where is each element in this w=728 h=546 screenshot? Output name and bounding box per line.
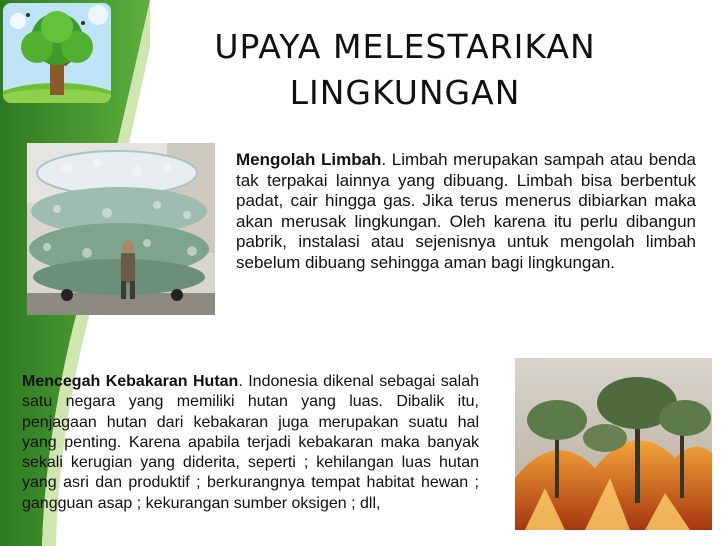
paragraph-mencegah-kebakaran (22, 372, 479, 514)
paragraph-body: . Indonesia dikenal sebagai salah satu negara yang memiliki hutan yang luas. Dibalik itu, penjagaan hutan dari kebakaran juga merupakan suatu hal yang penting. Karena apabila terjadi kebakaran maka banyak sekali kerugian yang diderita, seperti ; kehilangan luas hutan yang asri dan produktif ; berkurangnya tempat habitat hewan ; gangguan asap ; kekurangan sumber oksigen ; dll, (22, 373, 479, 512)
forest-fire-photo (515, 358, 712, 530)
page-title (170, 24, 640, 116)
tree-logo-icon (3, 3, 111, 103)
title-line-2: LINGKUNGAN (289, 73, 521, 112)
paragraph-heading: Mencegah Kebakaran Hutan (22, 373, 239, 390)
bottle-cart-photo (27, 143, 215, 315)
paragraph-heading: Mengolah Limbah (236, 150, 382, 169)
paragraph-body: . Limbah merupakan sampah atau benda tak terpakai lainnya yang dibuang. Limbah bisa berbentuk padat, cair hingga gas. Jika terus menerus dibiarkan maka akan merusak lingkungan. Oleh karena itu perlu dibangun pabrik, instalasi atau sejenisnya untuk mengolah limbah sebelum dibuang sehingga aman bagi lingkungan. (236, 150, 697, 272)
title-line-1: UPAYA MELESTARIKAN (214, 27, 596, 66)
paragraph-mengolah-limbah (236, 150, 696, 274)
